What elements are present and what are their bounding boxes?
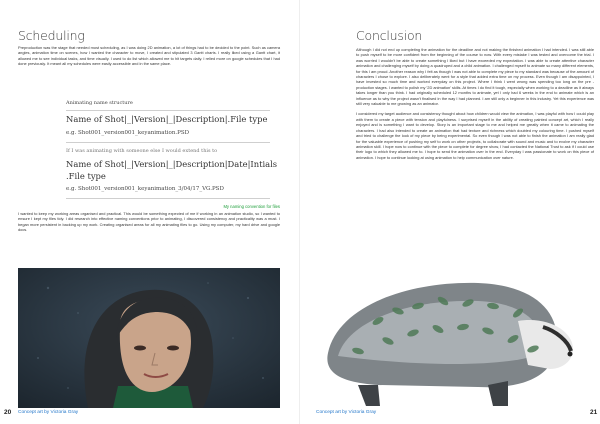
conclusion-paragraph: Although I did not end up completing the animation for the deadline and not making the finished animation I had intended. I was still able to push myself to be more confident from the beginning of the course to now. With every mistake I was tested and overcome the trial. I was worried I wouldn't be able to create something I liked but I have exceeded my expectation. I was able to create attentive character animation and challenging myself by doing a quadruped and a child animation. I challenged myself to animate so many different elements, for this I am proud. Another reason why I felt as though I was not able to complete my piece to my standard was because of the amount of characters I chose to explore. I also deliberately went for a style that added extra time on my process. Even though I am disappointed, I have invested so much time and worked everyday on this project. Where I think I went wrong was spending too long on the pre - production stages. I wanted to polish my '2D animation' skills. At times I do find it tough, especially when working to a deadline as it always takes longer than you think. I had originally scheduled 12 months to animate, yet I only had 6 weeks in the end to animate which is an influence as to why the project wasn't finalised in the way I had planned. I am still only a beginner in this industry. Yet this experience was still very valuable to me growing as an animator.: [356, 47, 594, 107]
page-number: 21: [590, 409, 598, 416]
concept-art-badger: [318, 261, 580, 411]
concept-art-credit: Concept art by Victoria Gray: [18, 410, 79, 415]
naming-caption: My naming convention for files: [223, 204, 280, 209]
naming-structure: Name of Shot|_|Version|_|Description|.File type: [66, 114, 268, 124]
page-title: Conclusion: [356, 28, 423, 43]
naming-heading: Animating name structure: [66, 100, 133, 106]
naming-note: If I was animating with someone else I would extend this to: [66, 148, 218, 154]
concept-art-credit: Concept art by Victoria Gray: [316, 410, 377, 415]
naming-example: e.g. Shot001_version001_keyanimation.PSD: [66, 130, 189, 136]
divider: [66, 142, 270, 143]
conclusion-body: [356, 47, 594, 165]
page-number: 20: [4, 409, 12, 416]
intro-paragraph: Preproduction was the stage that needed most scheduling, as I was doing 2D animation, a lot of things had to be decided to the point. Such as camera angles, animation time on scenes, how I wanted the character to move, I created and stipulated 3 Gantt charts. I really liked using a Gantt chart, it allowed me to see individual tasks, and time visually. I used to do list which allowed me to hit targets daily. I relied more on google schedules that I had done previously. It meant all my schedules were easily accessible and in the same place.: [18, 45, 280, 67]
naming-structure-extended-filetype: .File type: [66, 171, 106, 181]
naming-example-extended: e.g. Shot001_version001_keyanimation_3/04/17_VG.PSD: [66, 186, 224, 192]
concept-art-girl: [18, 268, 280, 408]
body-paragraph: I wanted to keep my working areas organised and practical. This would be something expected of me if working in an animation studio, so I wanted to ensure I kept my files tidy. I did research into effective naming conventions prior to animating, I discovered consistency and practicality was a must. I began more persistent in backing up my work. Creating organised areas for all my animating files to go. Using my computer, my hard drive and google docs.: [18, 211, 280, 233]
divider: [66, 198, 270, 199]
page-title: Scheduling: [18, 28, 85, 43]
conclusion-paragraph: I considered my target audience and consistency thought about how children would view the animation, I was playful with how I could play with them to create a piece with tension and playfulness. I surprised myself in the ability of creating painted concept art, which I really enjoyed and is something I want to develop. Story is an important stage to me and helped me greatly when it came to animating the characters. I had also intended to create an animation that had texture and richness which doubled my colouring time. I pushed myself and tried to challenge the look of my piece by being experimental. So even though I was not able to finish the animation I am really glad for the valuable experience of pushing my self to work on other projects, to collaborate with sound and music and to evolve my character animation skill. I hope now to continue with the piece to complete for degree show, I had contacted the National Trust to ask if I could use their logo to which they allowed me to. I hope to send the animation over in the end. Everyday I was passionate to work on this piece of animation. I hope to continue looking at using animation to help communication over nature.: [356, 111, 594, 160]
naming-structure-extended: Name of Shot|_|Version|_|Description|Date|Intials: [66, 159, 278, 169]
divider: [66, 110, 270, 111]
